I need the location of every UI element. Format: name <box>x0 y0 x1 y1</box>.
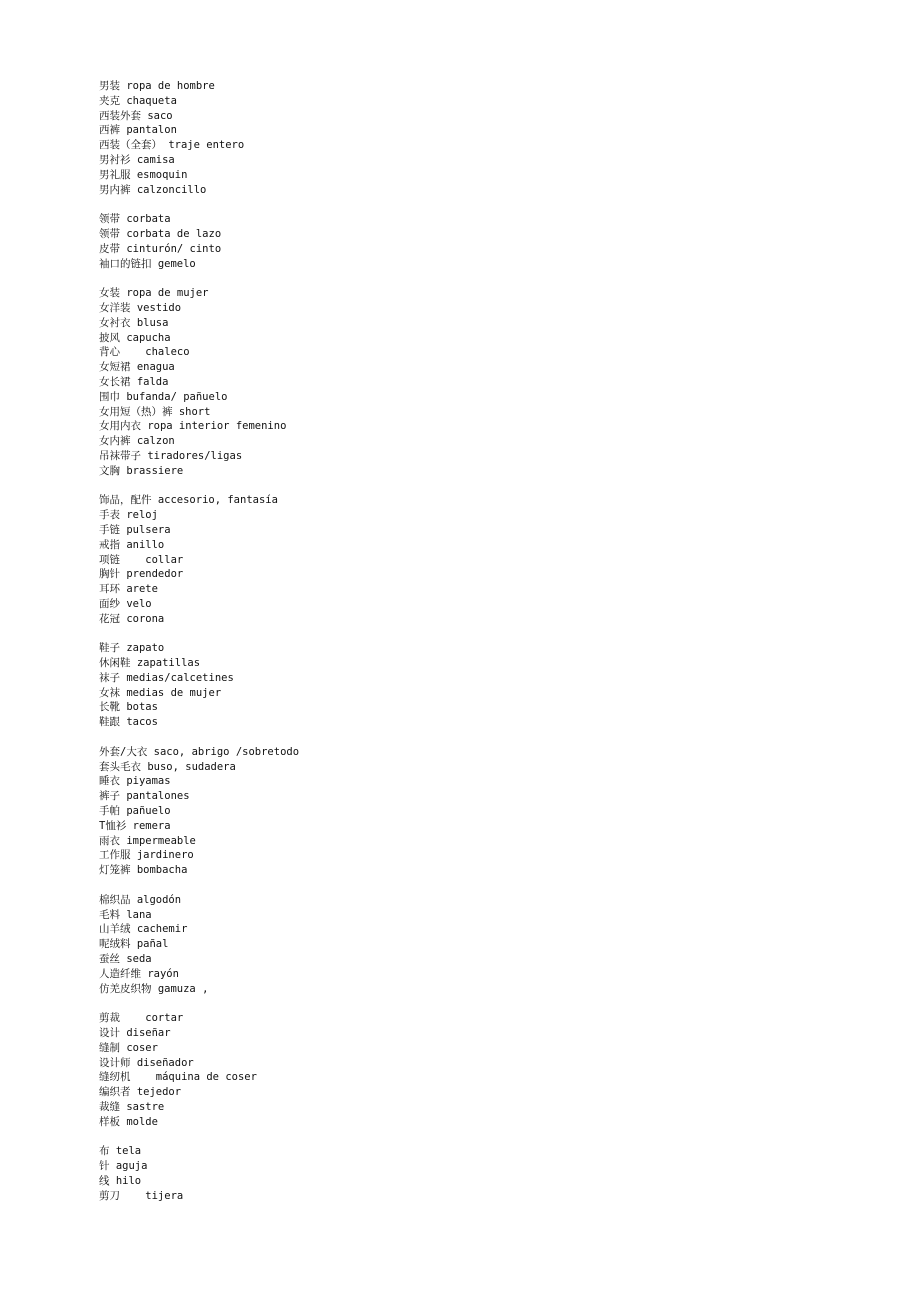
vocabulary-entry: 女洋装 vestido <box>99 301 182 314</box>
vocabulary-entry: 蚕丝 seda <box>99 953 152 966</box>
vocabulary-entry: 男衬衫 camisa <box>99 153 175 166</box>
vocabulary-entry: 人造纤维 rayón <box>99 967 179 980</box>
vocabulary-entry: 编织者 tejedor <box>99 1086 182 1099</box>
vocabulary-group <box>99 212 859 271</box>
vocabulary-entry: 套头毛衣 buso, sudadera <box>99 760 236 773</box>
vocabulary-entry: 手表 reloj <box>99 509 158 522</box>
vocabulary-entry: 针 aguja <box>99 1160 148 1173</box>
vocabulary-entry: 雨衣 impermeable <box>99 834 196 847</box>
vocabulary-entry: 女衬衣 blusa <box>99 316 169 329</box>
vocabulary-list <box>99 79 859 1218</box>
vocabulary-group <box>99 493 859 626</box>
vocabulary-entry: 布 tela <box>99 1145 142 1158</box>
vocabulary-entry: 裤子 pantalones <box>99 790 190 803</box>
vocabulary-entry: 文胸 brassiere <box>99 464 184 477</box>
vocabulary-entry: 吊袜带子 tiradores/ligas <box>99 449 243 462</box>
vocabulary-group <box>99 79 859 197</box>
vocabulary-entry: 夹克 chaqueta <box>99 94 177 107</box>
vocabulary-entry: 男装 ropa de hombre <box>99 80 215 92</box>
vocabulary-entry: 睡衣 piyamas <box>99 775 171 788</box>
vocabulary-entry: 西装外套 saco <box>99 109 173 122</box>
vocabulary-entry: 仿羌皮织物 gamuza , <box>99 982 209 995</box>
vocabulary-entry: 鞋子 zapato <box>99 642 165 655</box>
vocabulary-group <box>99 1011 859 1129</box>
vocabulary-entry: 饰品，配件 accesorio, fantasía <box>99 494 278 507</box>
vocabulary-entry: 花冠 corona <box>99 612 165 625</box>
vocabulary-entry: 背心 chaleco <box>99 346 190 359</box>
vocabulary-entry: 胸针 prendedor <box>99 568 184 581</box>
vocabulary-entry: 外套/大衣 saco, abrigo /sobretodo <box>99 745 300 758</box>
vocabulary-entry: 缝纫机 máquina de coser <box>99 1071 257 1084</box>
vocabulary-entry: 面纱 velo <box>99 597 152 610</box>
vocabulary-entry: 女长裙 falda <box>99 375 169 388</box>
vocabulary-entry: 女短裙 enagua <box>99 361 175 374</box>
vocabulary-entry: 缝制 coser <box>99 1041 158 1054</box>
vocabulary-group <box>99 286 859 478</box>
vocabulary-entry: 西裤 pantalon <box>99 124 177 137</box>
vocabulary-entry: 耳环 arete <box>99 583 158 596</box>
vocabulary-group <box>99 745 859 878</box>
vocabulary-entry: 裁缝 sastre <box>99 1100 165 1113</box>
vocabulary-group <box>99 641 859 730</box>
vocabulary-entry: 样板 molde <box>99 1115 158 1128</box>
vocabulary-entry: 袖口的链扣 gemelo <box>99 257 196 270</box>
vocabulary-entry: 男礼服 esmoquin <box>99 168 188 181</box>
vocabulary-entry: 线 hilo <box>99 1174 142 1187</box>
vocabulary-group <box>99 893 859 997</box>
vocabulary-entry: T恤衫 remera <box>99 819 171 832</box>
vocabulary-entry: 女用内衣 ropa interior femenino <box>99 420 287 433</box>
vocabulary-entry: 棉织品 algodón <box>99 893 182 906</box>
vocabulary-entry: 鞋跟 tacos <box>99 716 158 729</box>
vocabulary-entry: 设计师 diseñador <box>99 1056 194 1069</box>
vocabulary-entry: 领带 corbata de lazo <box>99 227 222 240</box>
vocabulary-entry: 围巾 bufanda/ pañuelo <box>99 390 228 403</box>
vocabulary-entry: 女内裤 calzon <box>99 435 175 448</box>
vocabulary-entry: 灯笼裤 bombacha <box>99 864 188 877</box>
vocabulary-entry: 项链 collar <box>99 553 184 566</box>
vocabulary-entry: 戒指 anillo <box>99 538 165 551</box>
vocabulary-entry: 剪裁 cortar <box>99 1012 184 1025</box>
vocabulary-entry: 设计 diseñar <box>99 1027 171 1039</box>
vocabulary-entry: 披风 capucha <box>99 331 171 344</box>
vocabulary-entry: 工作服 jardinero <box>99 849 194 862</box>
vocabulary-entry: 呢绒料 pañal <box>99 938 169 951</box>
vocabulary-entry: 长靴 botas <box>99 701 158 714</box>
vocabulary-group <box>99 1144 859 1203</box>
vocabulary-entry: 女用短（热）裤 short <box>99 405 211 418</box>
vocabulary-entry: 皮带 cinturón/ cinto <box>99 242 222 255</box>
vocabulary-entry: 西装（全套） traje entero <box>99 139 245 152</box>
vocabulary-entry: 山羊绒 cachemir <box>99 923 188 936</box>
vocabulary-entry: 女装 ropa de mujer <box>99 287 209 300</box>
vocabulary-entry: 剪刀 tijera <box>99 1189 184 1202</box>
vocabulary-entry: 手链 pulsera <box>99 523 171 536</box>
vocabulary-entry: 袜子 medias/calcetines <box>99 671 234 684</box>
vocabulary-entry: 手帕 pañuelo <box>99 805 171 818</box>
vocabulary-entry: 休闲鞋 zapatillas <box>99 657 201 670</box>
vocabulary-entry: 毛料 lana <box>99 908 152 921</box>
vocabulary-entry: 领带 corbata <box>99 213 171 226</box>
vocabulary-entry: 女袜 medias de mujer <box>99 686 222 699</box>
vocabulary-entry: 男内裤 calzoncillo <box>99 183 207 196</box>
